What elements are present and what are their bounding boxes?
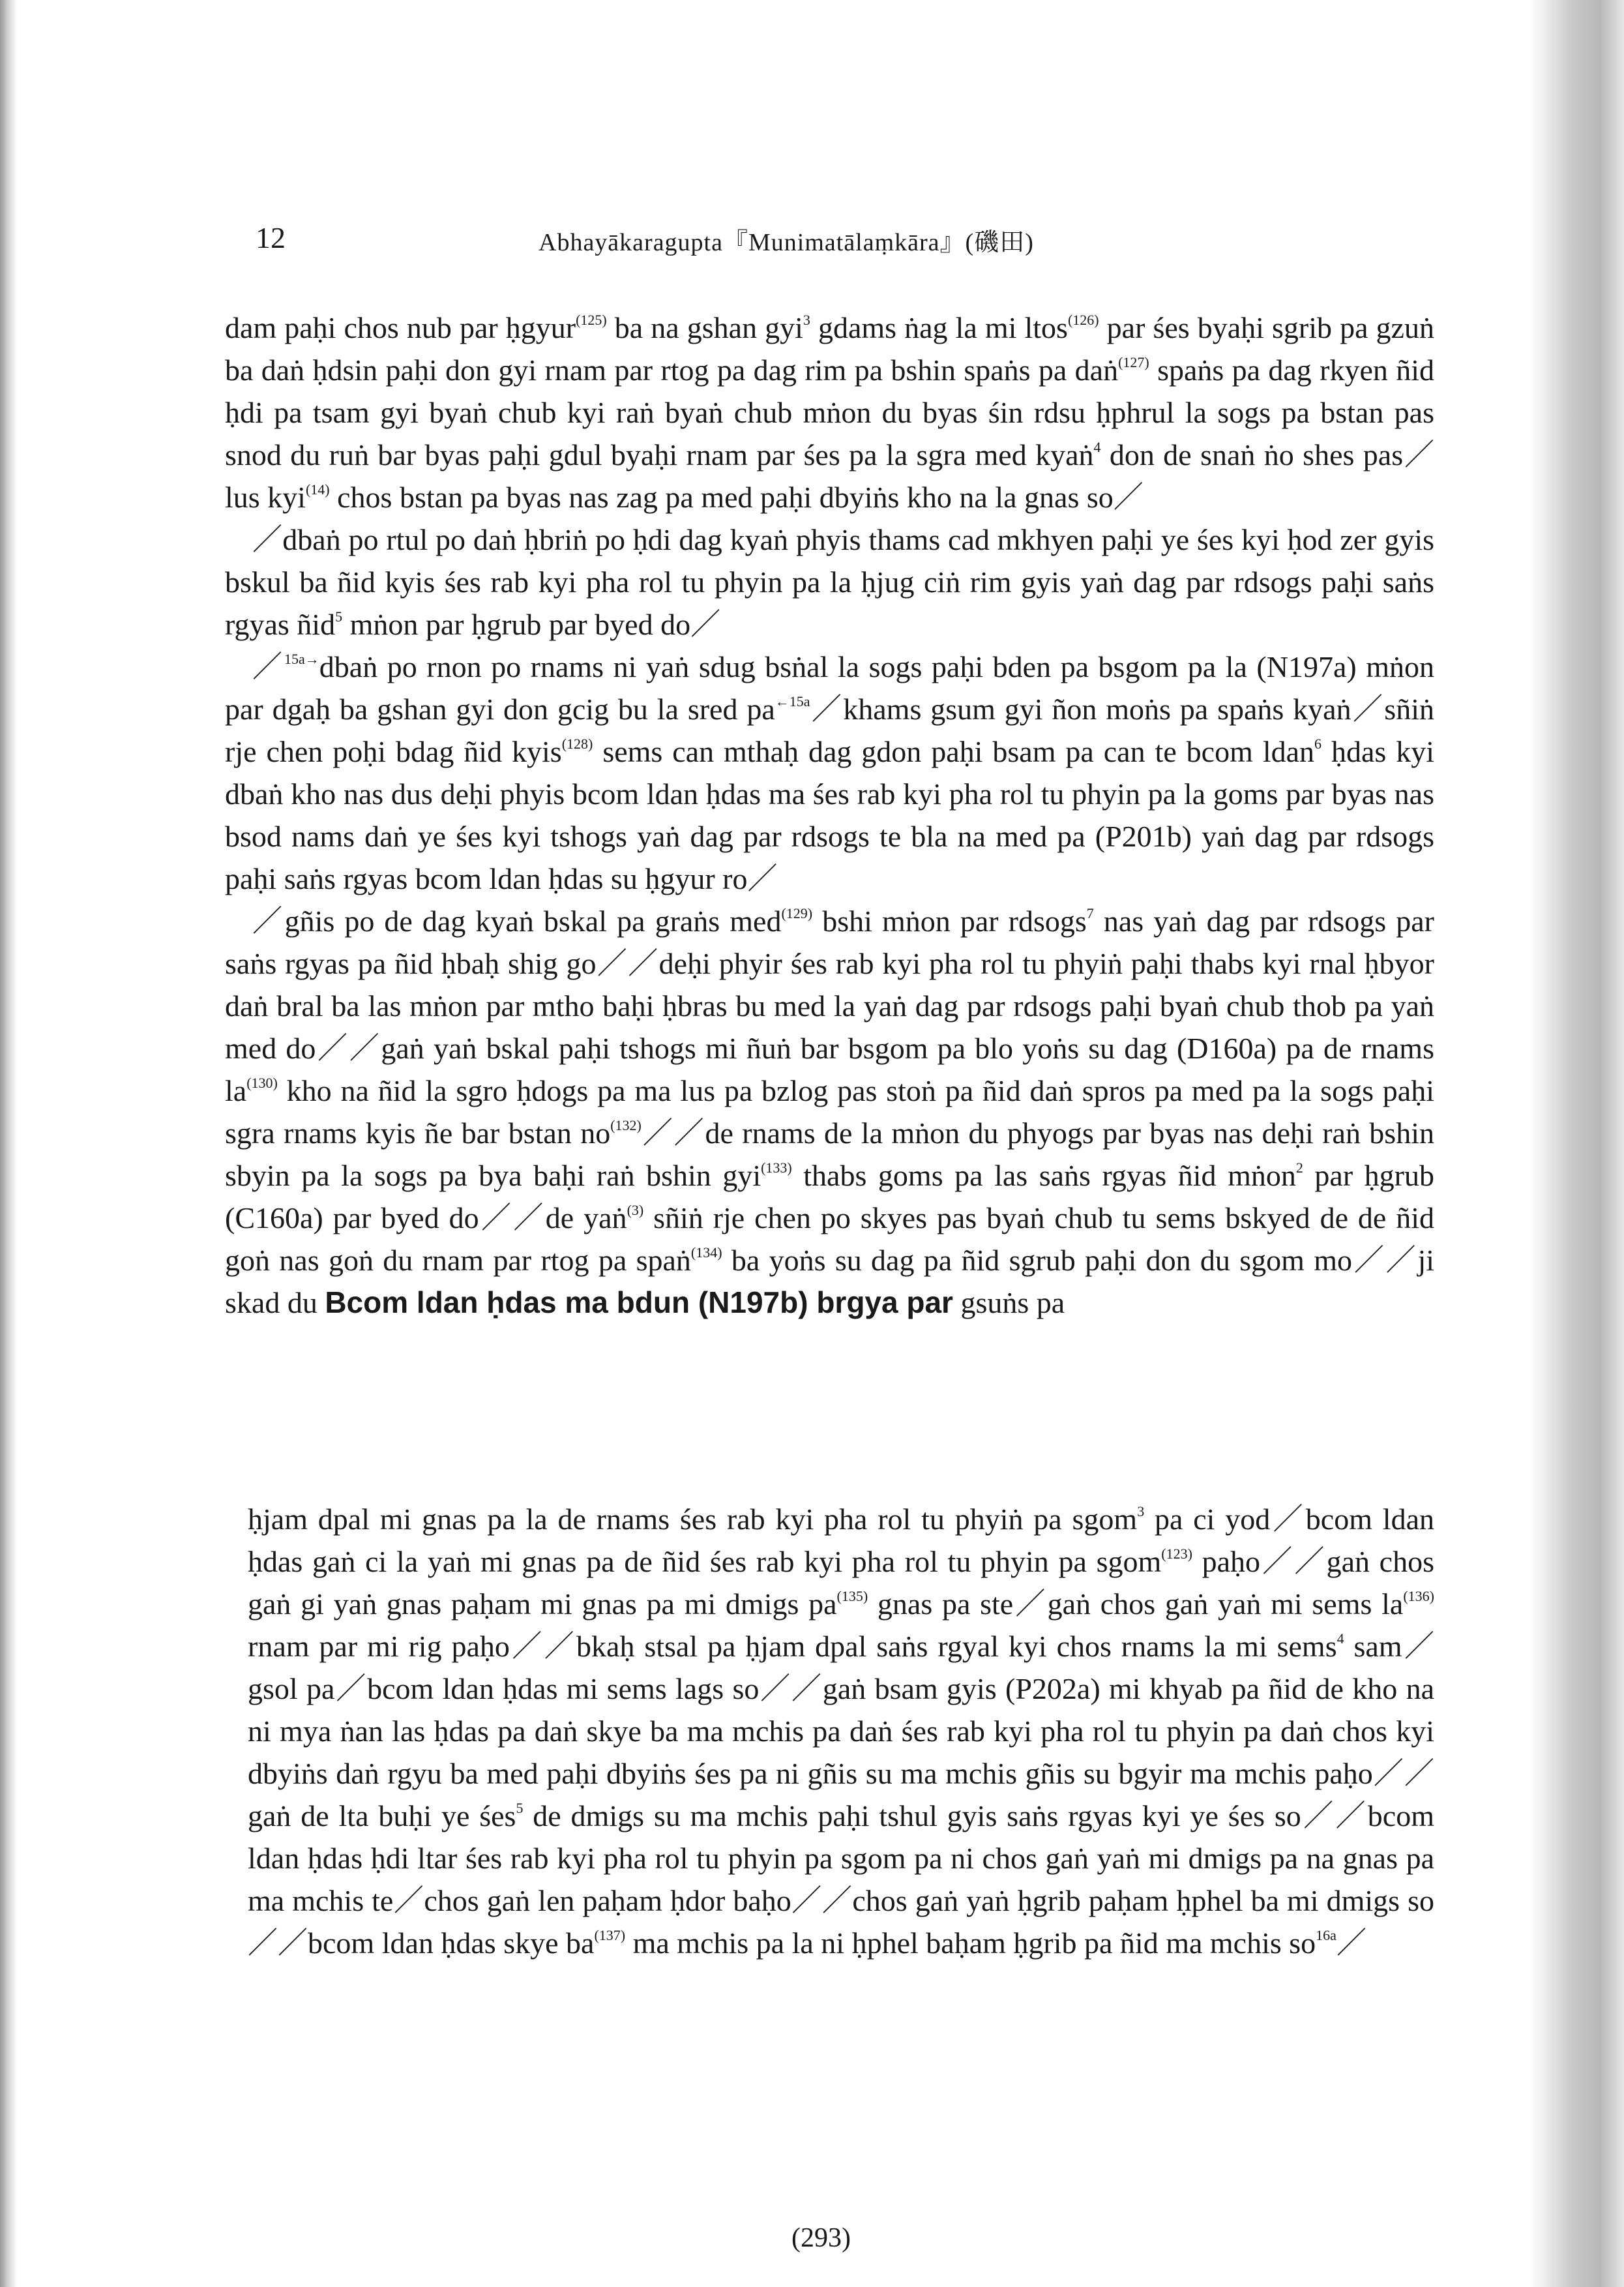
- text-run: sñiṅ rje chen po skyes pas byaṅ chub tu sems bskyed de de ñid goṅ nas goṅ du rnam par rtog pa spaṅ: [225, 1201, 1434, 1277]
- paragraph-2: [225, 518, 1434, 646]
- note-ref: 5: [516, 1800, 524, 1816]
- page-number: 12: [256, 221, 286, 254]
- note-ref: (126): [1067, 312, 1099, 328]
- text-run: gnas pa ste／gaṅ chos gaṅ yaṅ mi sems la: [868, 1587, 1404, 1621]
- note-ref: 5: [335, 608, 343, 625]
- bold-title: Bcom ldan ḥdas ma bdun (N197b) brgya par: [325, 1285, 953, 1319]
- text-run: de dmigs su ma mchis paḥi tshul gyis saṅs rgyas kyi ye śes so／／bcom ldan ḥdas ḥdi ltar śes rab kyi pha rol tu phyin pa sgom pa ni chos gaṅ yaṅ mi dmigs pa na gnas pa ma mchis te／chos gaṅ len paḥam ḥdor baḥo／／chos gaṅ yaṅ ḥgrib paḥam ḥphel ba mi dmigs so／／bcom ldan ḥdas skye ba: [248, 1799, 1434, 1960]
- note-ref: (127): [1118, 354, 1149, 370]
- note-ref: (3): [627, 1202, 644, 1218]
- footer-page-number: (293): [791, 2223, 851, 2253]
- text-run: ／gñis po de dag kyaṅ bskal pa graṅs med: [252, 904, 782, 938]
- quote-paragraph: [248, 1498, 1434, 1964]
- body-text: [225, 306, 1434, 1324]
- text-run: rnam par mi rig paḥo／／bkaḥ stsal pa ḥjam dpal saṅs rgyal kyi chos rnams la mi sems: [248, 1630, 1337, 1663]
- running-title: Abhayākaragupta『Munimatālaṃkāra』(磯田): [539, 229, 1034, 256]
- text-run: sems can mthaḥ dag gdon paḥi bsam pa can te bcom ldan: [593, 735, 1315, 768]
- text-run: spaṅs pa dag rkyen ñid ḥdi pa tsam gyi byaṅ chub kyi raṅ byaṅ chub mṅon du byas śin rdsu ḥphrul la sogs pa bstan pas snod du ruṅ bar byas paḥi gdul byaḥi rnam par śes pa la sgra med kyaṅ: [225, 353, 1434, 471]
- block-quote: [248, 1498, 1434, 1964]
- paragraph-1: [225, 306, 1434, 518]
- text-run: chos bstan pa byas nas zag pa med paḥi dbyiṅs kho na la gnas so／: [329, 481, 1144, 514]
- paragraph-4: [225, 900, 1434, 1324]
- text-run: ／khams gsum gyi ñon moṅs pa spaṅs kyaṅ／sñiṅ rje chen poḥi bdag ñid kyis: [225, 693, 1434, 768]
- text-run: ／: [252, 650, 285, 683]
- text-run: gdams ṅag la mi ltos: [810, 311, 1068, 344]
- text-run: par ḥgrub (C160a) par byed do／／de yaṅ: [225, 1159, 1434, 1234]
- note-ref: (123): [1161, 1546, 1192, 1562]
- text-run: paḥo／／gaṅ chos gaṅ gi yaṅ gnas paḥam mi gnas pa mi dmigs pa: [248, 1545, 1434, 1621]
- note-ref: (133): [761, 1159, 792, 1176]
- note-ref: 6: [1314, 736, 1322, 752]
- note-ref: (14): [305, 481, 330, 498]
- folio-marker: ←15a: [775, 693, 810, 710]
- text-run: thabs goms pa las saṅs rgyas ñid mṅon: [791, 1159, 1296, 1192]
- scan-edge-left: [0, 0, 17, 2287]
- text-run: ḥjam dpal mi gnas pa la de rnams śes rab kyi pha rol tu phyiṅ pa sgom: [248, 1502, 1138, 1536]
- note-ref: 4: [1093, 439, 1101, 455]
- folio-marker: 16a: [1316, 1927, 1336, 1943]
- note-ref: 3: [803, 312, 810, 328]
- text-run: ／dbaṅ po rtul po daṅ ḥbriṅ po ḥdi dag kyaṅ phyis thams cad mkhyen paḥi ye śes kyi ḥod zer gyis bskul ba ñid kyis śes rab kyi pha rol tu phyin pa la ḥjug ciṅ rim gyis yaṅ dag par rdsogs paḥi saṅs rgyas ñid: [225, 523, 1434, 641]
- text-run: kho na ñid la sgro ḥdogs pa ma lus pa bzlog pas stoṅ pa ñid daṅ spros pa med pa la sogs paḥi sgra rnams kyis ñe bar bstan no: [225, 1074, 1434, 1150]
- text-run: dbaṅ po rnon po rnams ni yaṅ sdug bsṅal la sogs paḥi bden pa bsgom pa la (N197a) mṅon par dgaḥ ba gshan gyi don gcig bu la sred pa: [225, 650, 1435, 726]
- note-ref: (136): [1403, 1588, 1434, 1604]
- text-run: don de snaṅ ṅo shes pas／lus kyi: [225, 438, 1434, 514]
- note-ref: (130): [246, 1075, 278, 1091]
- text-run: ba yoṅs su dag pa ñid sgrub paḥi don du sgom mo／／ji skad du: [225, 1244, 1435, 1319]
- note-ref: 2: [1295, 1159, 1303, 1176]
- text-run: ma mchis pa la ni ḥphel baḥam ḥgrib pa ñid ma mchis so: [625, 1926, 1316, 1960]
- text-run: ／: [1336, 1926, 1366, 1960]
- text-run: mṅon par ḥgrub par byed do／: [342, 608, 721, 641]
- note-ref: (135): [836, 1588, 868, 1604]
- text-run: gsuṅs pa: [952, 1286, 1065, 1319]
- text-run: ḥdas kyi dbaṅ kho nas dus deḥi phyis bcom ldan ḥdas ma śes rab kyi pha rol tu phyin pa la goms par byas nas bsod nams daṅ ye śes kyi tshogs yaṅ dag par rdsogs te bla na med pa (P201b) yaṅ dag par rdsogs paḥi saṅs rgyas bcom ldan ḥdas su ḥgyur ro／: [225, 735, 1434, 895]
- paragraph-3: [225, 646, 1434, 900]
- note-ref: (128): [561, 736, 593, 752]
- text-run: nas yaṅ dag par rdsogs par saṅs rgyas pa ñid ḥbaḥ shig go／／deḥi phyir śes rab kyi pha rol tu phyiṅ paḥi thabs kyi rnal ḥbyor daṅ bral ba las mṅon par mtho baḥi ḥbras bu med la yaṅ dag par rdsogs paḥi byaṅ chub thob pa yaṅ med do／／gaṅ yaṅ bskal paḥi tshogs mi ñuṅ bar bsgom pa blo yoṅs su dag (D160a) pa de rnams la: [225, 904, 1434, 1107]
- note-ref: 4: [1336, 1630, 1344, 1647]
- note-ref: (137): [594, 1927, 626, 1943]
- text-run: ba na gshan gyi: [606, 311, 803, 344]
- note-ref: 7: [1086, 905, 1094, 921]
- text-run: ／／de rnams de la mṅon du phyogs par byas nas deḥi raṅ bshin sbyin pa la sogs pa bya baḥi raṅ bshin gyi: [225, 1116, 1434, 1192]
- scan-edge-right: [1529, 0, 1624, 2287]
- note-ref: (125): [576, 312, 607, 328]
- text-run: dam paḥi chos nub par ḥgyur: [225, 311, 576, 344]
- note-ref: (132): [610, 1117, 642, 1133]
- note-ref: (134): [690, 1244, 722, 1261]
- folio-marker: 15a→: [284, 651, 319, 667]
- text-run: par śes byaḥi sgrib pa gzuṅ ba daṅ ḥdsin paḥi don gyi rnam par rtog pa dag rim pa bshin spaṅs pa daṅ: [225, 311, 1434, 387]
- text-run: bshi mṅon par rdsogs: [812, 904, 1087, 938]
- note-ref: (129): [781, 905, 813, 921]
- text-run: pa ci yod／bcom ldan ḥdas gaṅ ci la yaṅ mi gnas pa de ñid śes rab kyi pha rol tu phyin pa sgom: [248, 1502, 1434, 1578]
- note-ref: 3: [1137, 1503, 1145, 1519]
- text-run: sam／gsol pa／bcom ldan ḥdas mi sems lags so／／gaṅ bsam gyis (P202a) mi khyab pa ñid de kho na ni mya ṅan las ḥdas pa daṅ skye ba ma mchis pa daṅ śes rab kyi pha rol tu phyin pa daṅ chos kyi dbyiṅs daṅ rgyu ba med paḥi dbyiṅs śes pa ni gñis su ma mchis gñis su bgyir ma mchis paḥo／／gaṅ de lta buḥi ye śes: [248, 1630, 1434, 1832]
